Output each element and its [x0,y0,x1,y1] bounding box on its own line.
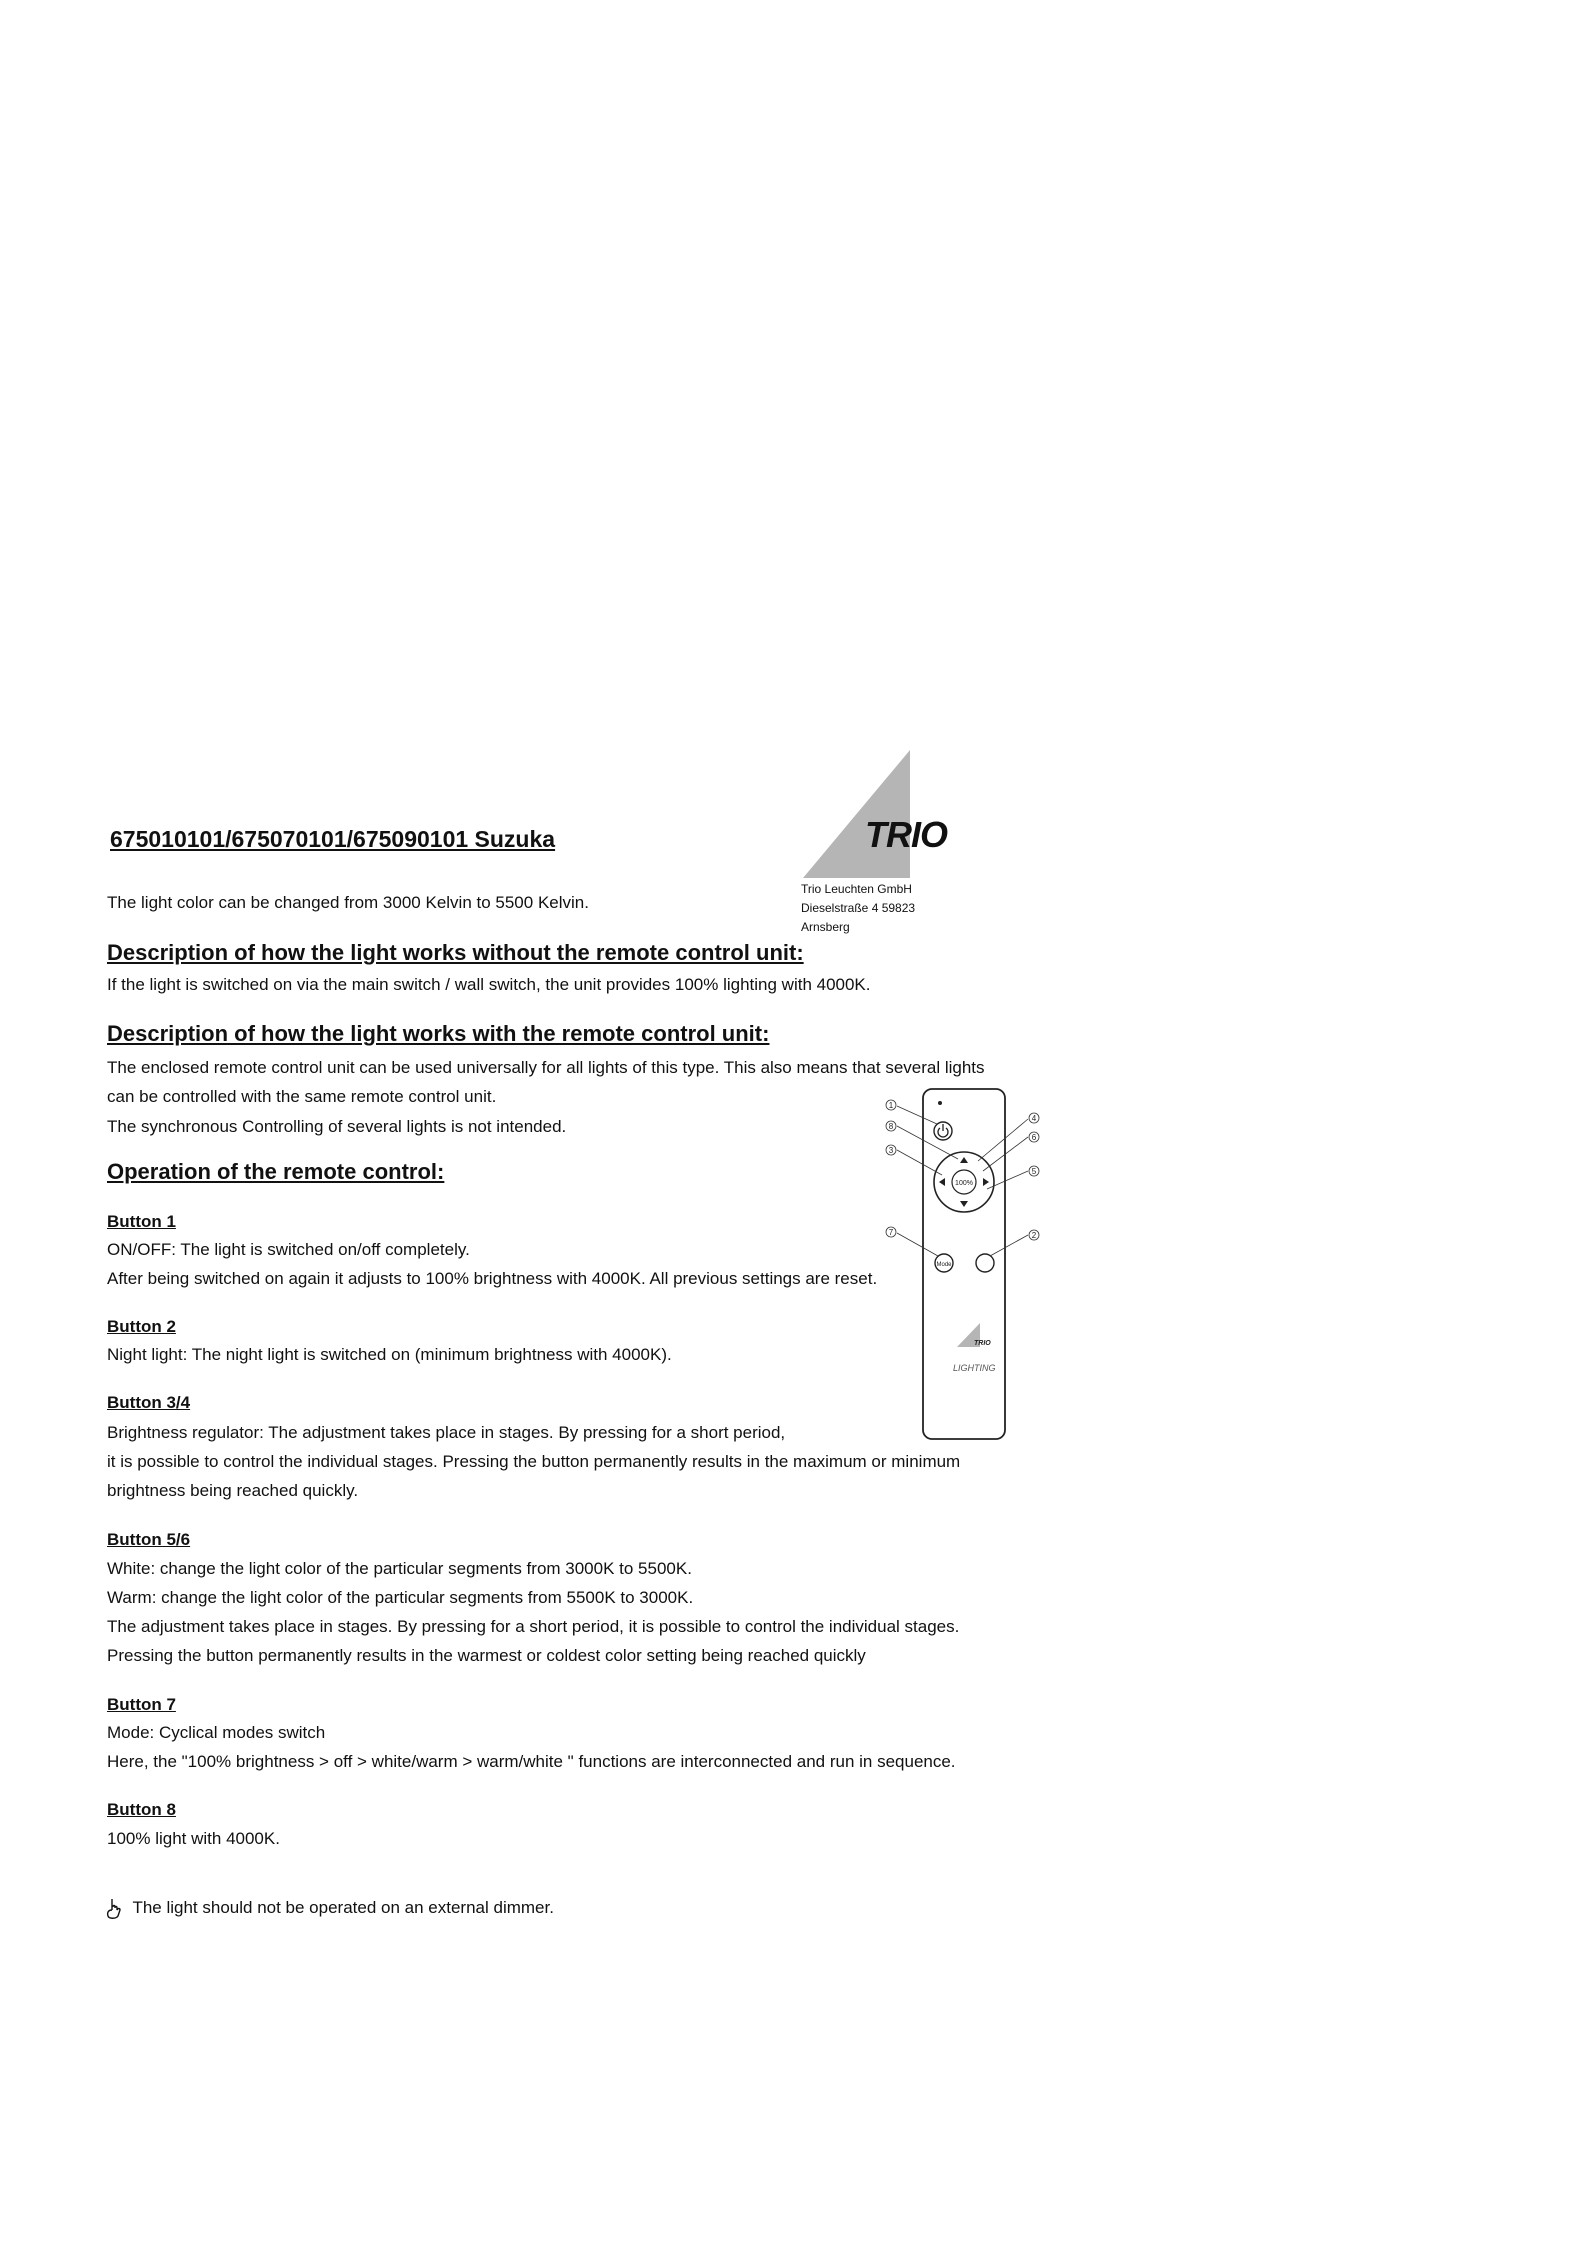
button7-heading: Button 7 [107,1695,176,1714]
mode-label: Mode [936,1262,952,1268]
logo-street: Dieselstraße 4 59823 [801,901,916,915]
intro-text: The light color can be changed from 3000 Kelvin to 5500 Kelvin. [107,893,589,912]
text-with-remote-3: The synchronous Controlling of several lights is not intended. [107,1117,567,1136]
button1-heading: Button 1 [107,1212,176,1231]
button56-text-1: White: change the light color of the particular segments from 3000K to 5500K. [107,1559,692,1578]
button34-text-2: it is possible to control the individual stages. Pressing the button permanently results in the maximum or minimum [107,1452,961,1471]
heading-without-remote: Description of how the light works without the remote control unit: [107,940,804,965]
callout-6: 6 [1031,1133,1037,1142]
button7-text-2: Here, the "100% brightness > off > white/warm > warm/white " functions are interconnected and run in sequence. [107,1752,956,1771]
button34-text-1: Brightness regulator: The adjustment takes place in stages. By pressing for a short period, [107,1423,786,1442]
text-with-remote-1: The enclosed remote control unit can be used universally for all lights of this type. This also means that several lights [107,1058,985,1077]
button56-text-4: Pressing the button permanently results in the warmest or coldest color setting being reached quickly [107,1646,866,1665]
logo-wordmark: TRIO [865,814,947,855]
text-without-remote: If the light is switched on via the main switch / wall switch, the unit provides 100% lighting with 4000K. [107,975,871,994]
text-with-remote-2: can be controlled with the same remote control unit. [107,1087,497,1106]
heading-operation: Operation of the remote control: [107,1159,445,1184]
logo-city: Arnsberg [801,920,850,934]
button34-text-3: brightness being reached quickly. [107,1481,359,1500]
button8-text-1: 100% light with 4000K. [107,1829,280,1848]
callout-4: 4 [1031,1114,1037,1123]
callout-5: 5 [1031,1167,1037,1176]
button2-heading: Button 2 [107,1317,176,1336]
callout-2: 2 [1031,1231,1037,1240]
button7-text-1: Mode: Cyclical modes switch [107,1723,326,1742]
button56-heading: Button 5/6 [107,1530,191,1549]
button34-heading: Button 3/4 [107,1393,191,1412]
remote-brand: TRIO [974,1340,991,1347]
led-indicator [938,1101,942,1105]
remote-script: LIGHTING [953,1363,996,1373]
button1-text-2: After being switched on again it adjusts to 100% brightness with 4000K. All previous settings are reset. [107,1269,878,1288]
callout-3: 3 [888,1146,894,1155]
callout-7: 7 [888,1228,894,1237]
button8-heading: Button 8 [107,1800,176,1819]
center-label: 100% [955,1180,973,1187]
button56-text-3: The adjustment takes place in stages. By pressing for a short period, it is possible to control the individual stages. [107,1617,960,1636]
button56-text-2: Warm: change the light color of the particular segments from 5500K to 3000K. [107,1588,694,1607]
heading-with-remote: Description of how the light works with the remote control unit: [107,1021,770,1046]
note [106,1898,554,1920]
note-text: The light should not be operated on an external dimmer. [132,1898,554,1918]
hand-pointing-icon [106,1898,122,1920]
logo-company: Trio Leuchten GmbH [801,882,912,896]
button2-text-1: Night light: The night light is switched on (minimum brightness with 4000K). [107,1345,672,1364]
document-title: 675010101/675070101/675090101 Suzuka [110,826,556,852]
callout-8: 8 [888,1122,894,1131]
button1-text-1: ON/OFF: The light is switched on/off completely. [107,1240,470,1259]
remote-control-diagram [880,1085,1040,1445]
night-light-button-icon [976,1254,994,1272]
callout-1: 1 [888,1101,894,1110]
